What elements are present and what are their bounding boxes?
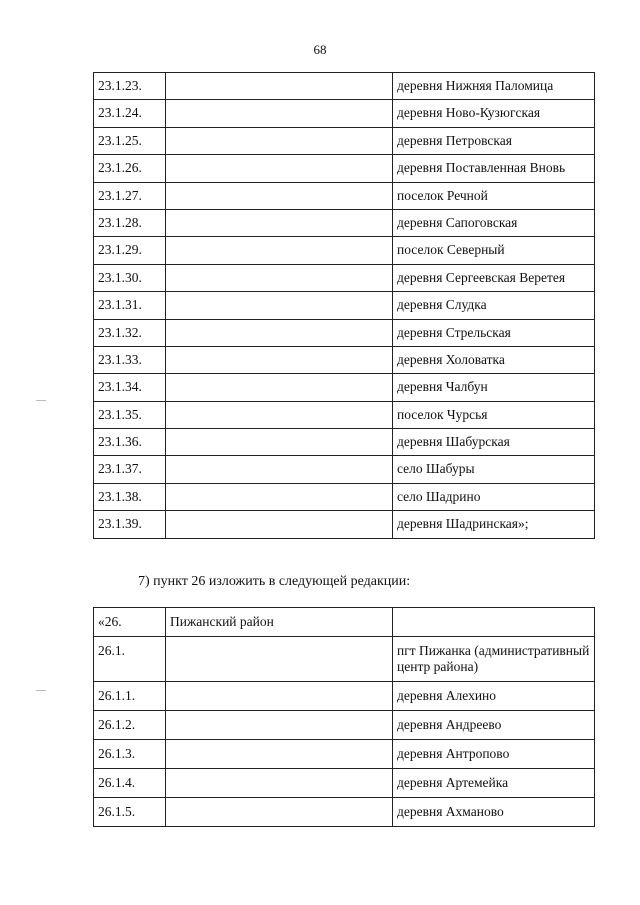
row-number-cell: 23.1.27. [94, 182, 166, 209]
table-row [94, 511, 595, 538]
table-row [94, 608, 595, 637]
district-cell [166, 401, 393, 428]
table-row [94, 100, 595, 127]
settlement-name-cell: село Шабуры [393, 456, 595, 483]
row-number-cell: 23.1.35. [94, 401, 166, 428]
district-cell [166, 209, 393, 236]
row-number-cell: 23.1.24. [94, 100, 166, 127]
district-cell [166, 319, 393, 346]
table-row [94, 429, 595, 456]
row-number-cell: 23.1.28. [94, 209, 166, 236]
settlement-name-cell: деревня Ново-Кузюгская [393, 100, 595, 127]
table-row [94, 769, 595, 798]
table-row [94, 711, 595, 740]
row-number-cell: 23.1.25. [94, 127, 166, 154]
row-number-cell: 23.1.39. [94, 511, 166, 538]
row-number-cell: 23.1.30. [94, 264, 166, 291]
row-number-cell: 23.1.31. [94, 292, 166, 319]
table-row [94, 374, 595, 401]
district-cell [166, 429, 393, 456]
district-cell [166, 798, 393, 827]
district-cell [166, 127, 393, 154]
settlement-name-cell: деревня Артемейка [393, 769, 595, 798]
district-cell: Пижанский район [166, 608, 393, 637]
settlement-name-cell: деревня Андреево [393, 711, 595, 740]
settlements-table-26-body [94, 608, 595, 827]
table-row [94, 798, 595, 827]
row-number-cell: 23.1.34. [94, 374, 166, 401]
scan-mark [36, 690, 46, 691]
settlement-name-cell: деревня Стрельская [393, 319, 595, 346]
table-row [94, 264, 595, 291]
settlement-name-cell: деревня Алехино [393, 682, 595, 711]
district-cell [166, 511, 393, 538]
table-row [94, 682, 595, 711]
district-cell [166, 682, 393, 711]
table-row [94, 401, 595, 428]
row-number-cell: 23.1.26. [94, 155, 166, 182]
district-cell [166, 456, 393, 483]
row-number-cell: 26.1.2. [94, 711, 166, 740]
settlement-name-cell: деревня Ахманово [393, 798, 595, 827]
scan-mark [36, 400, 46, 401]
row-number-cell: 26.1.1. [94, 682, 166, 711]
district-cell [166, 292, 393, 319]
row-number-cell: «26. [94, 608, 166, 637]
district-cell [166, 483, 393, 510]
district-cell [166, 264, 393, 291]
row-number-cell: 23.1.32. [94, 319, 166, 346]
settlement-name-cell: деревня Петровская [393, 127, 595, 154]
row-number-cell: 23.1.36. [94, 429, 166, 456]
settlement-name-cell: деревня Шадринская»; [393, 511, 595, 538]
district-cell [166, 711, 393, 740]
district-cell [166, 100, 393, 127]
settlements-table-26 [93, 607, 595, 827]
table-row [94, 483, 595, 510]
settlement-name-cell: деревня Сапоговская [393, 209, 595, 236]
table-row [94, 182, 595, 209]
settlement-name-cell [393, 608, 595, 637]
table-row [94, 209, 595, 236]
settlement-name-cell: деревня Поставленная Вновь [393, 155, 595, 182]
page-number: 68 [313, 42, 327, 57]
table-row [94, 292, 595, 319]
settlement-name-cell: поселок Речной [393, 182, 595, 209]
table-row [94, 456, 595, 483]
district-cell [166, 182, 393, 209]
table-row [94, 155, 595, 182]
table-row [94, 237, 595, 264]
settlement-name-cell: деревня Антропово [393, 740, 595, 769]
settlement-name-cell: деревня Шабурская [393, 429, 595, 456]
settlement-name-cell: поселок Северный [393, 237, 595, 264]
district-cell [166, 637, 393, 682]
district-cell [166, 346, 393, 373]
row-number-cell: 26.1.4. [94, 769, 166, 798]
district-cell [166, 155, 393, 182]
row-number-cell: 26.1.5. [94, 798, 166, 827]
district-cell [166, 73, 393, 100]
settlement-name-cell: пгт Пижанка (административный центр района) [393, 637, 595, 682]
amendment-paragraph: 7) пункт 26 изложить в следующей редакции: [138, 574, 411, 589]
settlement-name-cell: деревня Чалбун [393, 374, 595, 401]
settlement-name-cell: деревня Слудка [393, 292, 595, 319]
table-row [94, 346, 595, 373]
settlement-name-cell: село Шадрино [393, 483, 595, 510]
row-number-cell: 23.1.23. [94, 73, 166, 100]
district-cell [166, 374, 393, 401]
row-number-cell: 23.1.37. [94, 456, 166, 483]
settlement-name-cell: деревня Сергеевская Веретея [393, 264, 595, 291]
table-row [94, 127, 595, 154]
row-number-cell: 26.1.3. [94, 740, 166, 769]
district-cell [166, 769, 393, 798]
row-number-cell: 23.1.38. [94, 483, 166, 510]
settlement-name-cell: поселок Чурсья [393, 401, 595, 428]
row-number-cell: 26.1. [94, 637, 166, 682]
settlement-name-cell: деревня Холоватка [393, 346, 595, 373]
table-row [94, 637, 595, 682]
district-cell [166, 740, 393, 769]
row-number-cell: 23.1.33. [94, 346, 166, 373]
settlement-name-cell: деревня Нижняя Паломица [393, 73, 595, 100]
settlements-table-23 [93, 72, 595, 539]
table-row [94, 73, 595, 100]
table-row [94, 740, 595, 769]
district-cell [166, 237, 393, 264]
table-row [94, 319, 595, 346]
settlements-table-23-body [94, 73, 595, 539]
row-number-cell: 23.1.29. [94, 237, 166, 264]
